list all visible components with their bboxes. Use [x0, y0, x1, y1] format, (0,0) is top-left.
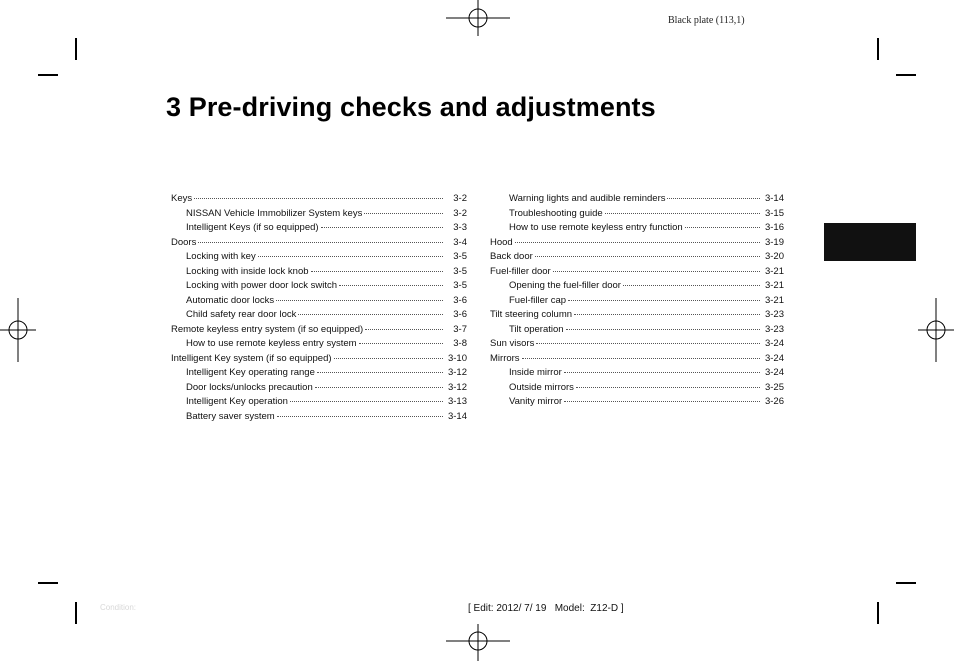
toc-dot-leader: [317, 372, 443, 373]
toc-entry-page: 3-3: [453, 222, 467, 233]
registration-mark-top-icon: [446, 0, 510, 40]
toc-dot-leader: [315, 387, 443, 388]
crop-mark-tl-horizontal: [38, 74, 58, 76]
toc-entry[interactable]: [490, 381, 784, 396]
toc-entry-label: Locking with power door lock switch: [186, 280, 338, 291]
toc-entry[interactable]: [490, 192, 784, 207]
edit-info: [ Edit: 2012/ 7/ 19 Model: Z12-D ]: [468, 603, 624, 614]
toc-entry-page: 3-14: [764, 193, 784, 204]
toc-entry-label: NISSAN Vehicle Immobilizer System keys: [186, 207, 363, 219]
toc-entry-label: Inside mirror: [509, 367, 562, 378]
toc-entry[interactable]: [490, 337, 784, 352]
toc-dot-leader: [321, 227, 443, 228]
toc-entry-label: Back door: [490, 251, 533, 262]
toc-entry[interactable]: [490, 294, 784, 309]
toc-entry-label: Door locks/unlocks precaution: [186, 381, 313, 393]
toc-entry-label: Fuel-filler door: [490, 265, 551, 277]
toc-entry-label: Child safety rear door lock: [186, 309, 297, 320]
toc-dot-leader: [194, 198, 443, 199]
toc-entry-page: 3-12: [447, 367, 467, 378]
toc-dot-leader: [685, 227, 760, 228]
toc-entry[interactable]: [171, 250, 467, 265]
toc-dot-leader: [623, 285, 760, 286]
toc-entry-page: 3-16: [764, 222, 784, 233]
toc-entry[interactable]: [171, 308, 467, 323]
toc-entry-page: 3-13: [447, 396, 467, 407]
toc-entry-page: 3-26: [764, 396, 784, 407]
crop-mark-tr-vertical: [877, 38, 879, 60]
toc-entry[interactable]: [171, 207, 467, 222]
toc-entry-page: 3-10: [447, 352, 467, 364]
toc-entry[interactable]: [171, 366, 467, 381]
registration-mark-bottom-icon: [446, 624, 510, 661]
toc-dot-leader: [574, 314, 760, 315]
toc-entry-label: Intelligent Keys (if so equipped): [186, 222, 319, 233]
toc-entry-page: 3-21: [764, 280, 784, 291]
toc-entry-label: Tilt steering column: [490, 309, 573, 320]
toc-entry-page: 3-4: [453, 236, 467, 248]
toc-entry-label: Mirrors: [490, 352, 520, 364]
toc-dot-leader: [536, 343, 760, 344]
chapter-thumb-tab: [824, 223, 916, 261]
registration-mark-right-icon: [918, 298, 954, 362]
toc-entry[interactable]: [171, 410, 467, 425]
toc-dot-leader: [535, 256, 760, 257]
toc-entry[interactable]: [490, 352, 784, 367]
toc-dot-leader: [515, 242, 760, 243]
toc-entry-label: Sun visors: [490, 338, 535, 349]
toc-dot-leader: [359, 343, 443, 344]
toc-entry-page: 3-24: [764, 367, 784, 378]
toc-dot-leader: [576, 387, 760, 388]
toc-entry-label: Remote keyless entry system (if so equipped): [171, 323, 364, 335]
toc-entry-label: Troubleshooting guide: [509, 207, 603, 219]
toc-dot-leader: [258, 256, 443, 257]
toc-dot-leader: [553, 271, 760, 272]
toc-entry-label: How to use remote keyless entry function: [509, 222, 683, 233]
toc-entry-page: 3-6: [453, 294, 467, 306]
crop-mark-tr-horizontal: [896, 74, 916, 76]
toc-entry-label: Vanity mirror: [509, 396, 563, 407]
crop-mark-br-vertical: [877, 602, 879, 624]
toc-entry-page: 3-15: [764, 207, 784, 219]
toc-entry-label: Intelligent Key operation: [186, 396, 288, 407]
toc-entry[interactable]: [171, 323, 467, 338]
toc-dot-leader: [364, 213, 443, 214]
registration-mark-left-icon: [0, 298, 36, 362]
toc-dot-leader: [605, 213, 760, 214]
toc-dot-leader: [277, 416, 443, 417]
toc-column-right: [490, 192, 784, 410]
condition-label: Condition:: [100, 603, 137, 612]
toc-entry-page: 3-21: [764, 294, 784, 306]
toc-entry-page: 3-24: [764, 338, 784, 349]
toc-entry-page: 3-24: [764, 352, 784, 364]
toc-entry-label: Tilt operation: [509, 323, 564, 335]
toc-entry-label: Keys: [171, 193, 193, 204]
toc-entry-label: Intelligent Key operating range: [186, 367, 315, 378]
toc-dot-leader: [290, 401, 443, 402]
toc-dot-leader: [365, 329, 443, 330]
toc-entry[interactable]: [490, 279, 784, 294]
toc-entry-page: 3-14: [447, 410, 467, 422]
toc-entry[interactable]: [490, 221, 784, 236]
toc-entry-label: Fuel-filler cap: [509, 294, 567, 306]
toc-entry-page: 3-23: [764, 323, 784, 335]
toc-entry[interactable]: [490, 308, 784, 323]
toc-entry-label: Doors: [171, 236, 197, 248]
toc-entry-page: 3-20: [764, 251, 784, 262]
toc-entry[interactable]: [171, 337, 467, 352]
toc-entry[interactable]: [490, 207, 784, 222]
crop-mark-bl-vertical: [75, 602, 77, 624]
toc-dot-leader: [522, 358, 760, 359]
toc-entry[interactable]: [490, 366, 784, 381]
toc-entry-page: 3-25: [764, 381, 784, 393]
toc-dot-leader: [564, 401, 760, 402]
toc-entry-page: 3-19: [764, 236, 784, 248]
toc-entry-page: 3-8: [453, 338, 467, 349]
toc-entry-label: Locking with inside lock knob: [186, 265, 309, 277]
toc-entry[interactable]: [171, 265, 467, 280]
toc-entry-label: Automatic door locks: [186, 294, 275, 306]
toc-dot-leader: [198, 242, 443, 243]
toc-entry[interactable]: [490, 265, 784, 280]
toc-entry-page: 3-5: [453, 251, 467, 262]
toc-entry-label: Outside mirrors: [509, 381, 574, 393]
toc-entry-label: Battery saver system: [186, 410, 275, 422]
toc-dot-leader: [564, 372, 760, 373]
toc-entry[interactable]: [171, 192, 467, 207]
toc-entry[interactable]: [171, 279, 467, 294]
toc-entry-label: Opening the fuel-filler door: [509, 280, 621, 291]
toc-dot-leader: [667, 198, 760, 199]
chapter-title: 3 Pre-driving checks and adjustments: [166, 92, 656, 122]
toc-entry[interactable]: [490, 395, 784, 410]
crop-mark-br-horizontal: [896, 582, 916, 584]
crop-mark-bl-horizontal: [38, 582, 58, 584]
toc-entry-page: 3-2: [453, 207, 467, 219]
toc-dot-leader: [568, 300, 760, 301]
toc-dot-leader: [339, 285, 443, 286]
toc-entry[interactable]: [171, 395, 467, 410]
toc-entry[interactable]: [171, 236, 467, 251]
toc-entry[interactable]: [490, 250, 784, 265]
plate-label: Black plate (113,1): [668, 15, 745, 26]
toc-dot-leader: [276, 300, 443, 301]
toc-entry-page: 3-21: [764, 265, 784, 277]
toc-dot-leader: [311, 271, 443, 272]
toc-entry[interactable]: [171, 294, 467, 309]
toc-entry-label: Hood: [490, 236, 513, 248]
toc-entry-page: 3-2: [453, 193, 467, 204]
toc-dot-leader: [334, 358, 443, 359]
toc-entry-page: 3-5: [453, 280, 467, 291]
toc-entry-label: Locking with key: [186, 251, 256, 262]
toc-entry[interactable]: [171, 221, 467, 236]
toc-entry-page: 3-7: [453, 323, 467, 335]
toc-entry[interactable]: [490, 236, 784, 251]
toc-entry-label: Intelligent Key system (if so equipped): [171, 352, 332, 364]
toc-column-left: [171, 192, 467, 424]
crop-mark-tl-vertical: [75, 38, 77, 60]
toc-entry-page: 3-12: [447, 381, 467, 393]
toc-entry[interactable]: [490, 323, 784, 338]
toc-entry-page: 3-23: [764, 309, 784, 320]
toc-entry-label: Warning lights and audible reminders: [509, 193, 666, 204]
toc-entry-page: 3-5: [453, 265, 467, 277]
toc-entry-label: How to use remote keyless entry system: [186, 338, 357, 349]
toc-dot-leader: [566, 329, 760, 330]
toc-dot-leader: [298, 314, 443, 315]
toc-entry[interactable]: [171, 352, 467, 367]
toc-entry[interactable]: [171, 381, 467, 396]
toc-entry-page: 3-6: [453, 309, 467, 320]
